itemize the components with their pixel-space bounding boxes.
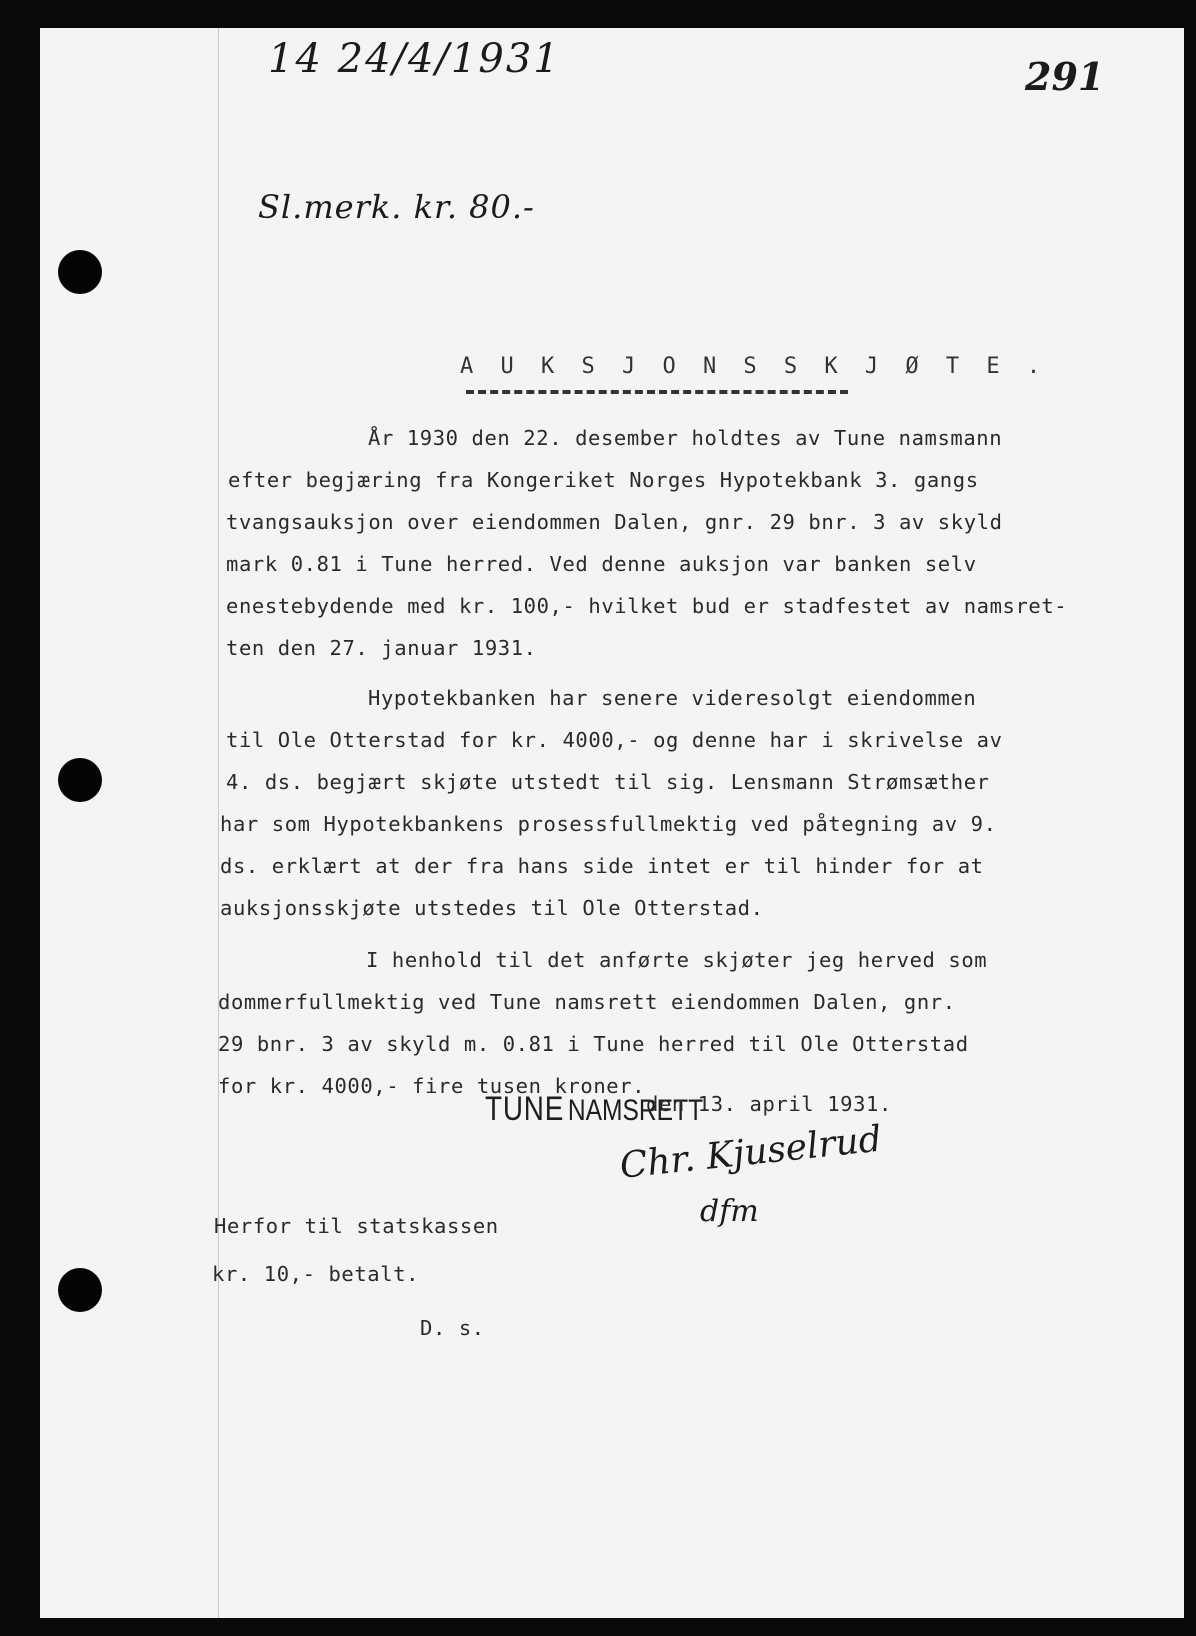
body-line: for kr. 4000,- fire tusen kroner.	[218, 1074, 646, 1098]
body-line: enestebydende med kr. 100,- hvilket bud er stadfestet av namsret-	[226, 594, 1068, 618]
punch-hole-middle	[58, 758, 102, 802]
page-number: 291	[1025, 54, 1105, 99]
stamp-duty-note: Sl.merk. kr. 80.-	[258, 188, 535, 226]
body-line: til Ole Otterstad for kr. 4000,- og denne har i skrivelse av	[226, 728, 1003, 752]
document-title: A U K S J O N S S K J Ø T E .	[460, 354, 1048, 379]
closing-line: D. s.	[420, 1316, 485, 1340]
body-line: har som Hypotekbankens prosessfullmektig ved påtegning av 9.	[220, 812, 997, 836]
body-line: ten den 27. januar 1931.	[226, 636, 537, 660]
body-line: auksjonsskjøte utstedes til Ole Otterstad.	[220, 896, 764, 920]
body-line: 4. ds. begjært skjøte utstedt til sig. Lensmann Strømsæther	[226, 770, 990, 794]
court-stamp-line2: NAMSRETT	[567, 1094, 704, 1127]
punch-hole-top	[58, 250, 102, 294]
body-line: År 1930 den 22. desember holdtes av Tune namsmann	[368, 426, 1003, 450]
margin-line	[218, 28, 219, 1618]
body-line: 29 bnr. 3 av skyld m. 0.81 i Tune herred til Ole Otterstad	[218, 1032, 969, 1056]
body-line: Hypotekbanken har senere videresolgt eiendommen	[368, 686, 977, 710]
signature-title: dfm	[700, 1194, 759, 1229]
punch-hole-bottom	[58, 1268, 102, 1312]
handwritten-date: 14 24/4/1931	[268, 36, 561, 82]
fee-line: kr. 10,- betalt.	[212, 1262, 420, 1286]
body-line: ds. erklært at der fra hans side intet er til hinder for at	[220, 854, 984, 878]
signature-name: Chr. Kjuselrud	[617, 1118, 884, 1187]
body-line: efter begjæring fra Kongeriket Norges Hypotekbank 3. gangs	[228, 468, 979, 492]
title-underline	[466, 390, 848, 394]
body-line: mark 0.81 i Tune herred. Ved denne auksjon var banken selv	[226, 552, 977, 576]
body-line: tvangsauksjon over eiendommen Dalen, gnr. 29 bnr. 3 av skyld	[226, 510, 1003, 534]
document-page	[40, 28, 1184, 1618]
court-stamp-line1: TUNE	[485, 1090, 565, 1128]
body-line: I henhold til det anførte skjøter jeg herved som	[366, 948, 988, 972]
date-line: den 13. april 1931.	[646, 1092, 892, 1116]
body-line: dommerfullmektig ved Tune namsrett eiendommen Dalen, gnr.	[218, 990, 956, 1014]
fee-line: Herfor til statskassen	[214, 1214, 499, 1238]
